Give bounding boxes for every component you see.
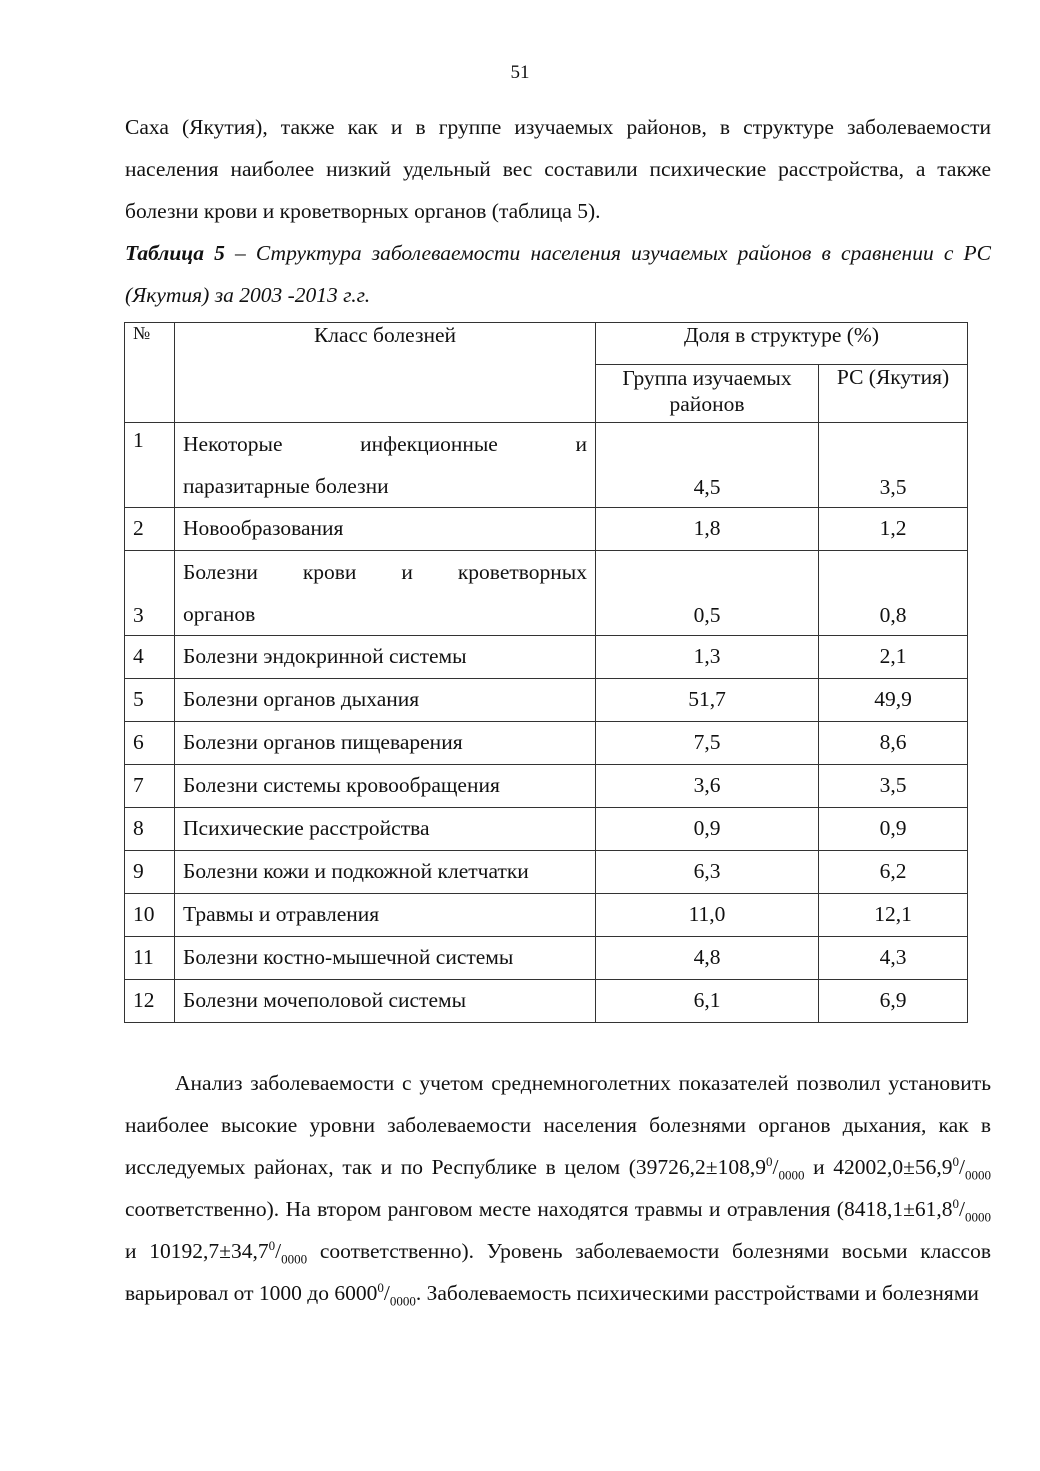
row-disease-class — [175, 423, 596, 508]
class-line-2: паразитарные болезни — [183, 474, 389, 498]
class-word: инфекционные — [360, 432, 498, 456]
row-rs-value: 6,2 — [819, 851, 968, 894]
analysis-text-2: и 42002,0±56,9 — [804, 1155, 953, 1179]
table-row — [125, 765, 968, 808]
row-group-value: 51,7 — [596, 679, 819, 722]
analysis-sup-1: 0 — [765, 1153, 773, 1169]
row-rs-value: 4,3 — [819, 937, 968, 980]
row-disease-class: Болезни системы кровообращения — [175, 765, 596, 808]
row-number: 7 — [125, 765, 175, 808]
class-word: Некоторые — [183, 432, 283, 456]
row-disease-class: Болезни костно-мышечной системы — [175, 937, 596, 980]
row-group-value: 4,8 — [596, 937, 819, 980]
analysis-sub-1: 0000 — [778, 1167, 805, 1183]
row-disease-class: Болезни мочеполовой системы — [175, 980, 596, 1023]
row-number: 2 — [125, 508, 175, 551]
header-class: Класс болезней — [175, 323, 596, 423]
disease-structure-table — [124, 322, 968, 1023]
analysis-sup-4: 0 — [268, 1237, 276, 1253]
class-word: крови — [302, 560, 357, 584]
analysis-text-1: Анализ заболеваемости с учетом среднемноголетних показателей позволил установить наиболее высокие уровни заболеваемости населения болезнями органов дыхания, как в исследуемых районах, так и по Республике в целом (39726,2±108,9 — [125, 1071, 991, 1179]
analysis-sep-3: / — [959, 1197, 965, 1221]
analysis-text-3: соответственно). На втором ранговом месте находятся травмы и отравления (8418,1±61,8 — [125, 1197, 953, 1221]
row-disease-class: Болезни эндокринной системы — [175, 636, 596, 679]
table-row — [125, 508, 968, 551]
row-disease-class: Психические расстройства — [175, 808, 596, 851]
row-number: 1 — [125, 423, 175, 508]
row-group-value: 1,8 — [596, 508, 819, 551]
row-number: 10 — [125, 894, 175, 937]
table-row — [125, 894, 968, 937]
class-line-1 — [183, 551, 587, 593]
row-rs-value: 1,2 — [819, 508, 968, 551]
row-rs-value: 6,9 — [819, 980, 968, 1023]
analysis-text-5: соответственно). Уровень заболеваемости болезнями восьми классов варьировал от 1000 до 6000 — [125, 1239, 991, 1305]
analysis-sup-3: 0 — [952, 1195, 960, 1211]
header-rs: РС (Якутия) — [819, 365, 968, 423]
analysis-sub-2: 0000 — [965, 1167, 991, 1183]
row-rs-value: 3,5 — [819, 423, 968, 508]
analysis-sub-4: 0000 — [281, 1251, 308, 1267]
header-share: Доля в структуре (%) — [596, 323, 968, 365]
row-rs-value: 2,1 — [819, 636, 968, 679]
row-group-value: 6,3 — [596, 851, 819, 894]
row-rs-value: 3,5 — [819, 765, 968, 808]
row-group-value: 4,5 — [596, 423, 819, 508]
analysis-sub-3: 0000 — [965, 1209, 991, 1225]
table-caption-label: Таблица 5 — [125, 241, 225, 265]
page-number: 51 — [510, 62, 530, 83]
row-group-value: 0,5 — [596, 551, 819, 636]
analysis-sub-5: 0000 — [389, 1293, 416, 1309]
row-rs-value: 8,6 — [819, 722, 968, 765]
header-num: № — [125, 323, 175, 423]
analysis-sep-5: / — [383, 1281, 390, 1305]
header-group: Группа изучаемых районов — [596, 365, 819, 423]
row-rs-value: 0,8 — [819, 551, 968, 636]
analysis-text-4: и 10192,7±34,7 — [125, 1239, 269, 1263]
row-number: 5 — [125, 679, 175, 722]
row-disease-class: Болезни органов пищеварения — [175, 722, 596, 765]
row-group-value: 6,1 — [596, 980, 819, 1023]
table-caption — [125, 232, 991, 316]
table-row — [125, 636, 968, 679]
analysis-sep-1: / — [772, 1155, 779, 1179]
analysis-sep-2: / — [959, 1155, 965, 1179]
analysis-sep-4: / — [275, 1239, 282, 1263]
row-disease-class: Болезни кожи и подкожной клетчатки — [175, 851, 596, 894]
row-rs-value: 49,9 — [819, 679, 968, 722]
intro-paragraph: Саха (Якутия), также как и в группе изучаемых районов, в структуре заболеваемости населения наиболее низкий удельный вес составили психические расстройства, а также болезни крови и кроветворных органов (таблица 5). — [125, 115, 991, 223]
class-word: кроветворных — [457, 560, 587, 584]
row-rs-value: 12,1 — [819, 894, 968, 937]
table-row — [125, 679, 968, 722]
row-group-value: 0,9 — [596, 808, 819, 851]
row-group-value: 3,6 — [596, 765, 819, 808]
analysis-sup-5: 0 — [377, 1279, 384, 1295]
table-row — [125, 551, 968, 636]
row-number: 4 — [125, 636, 175, 679]
table-row — [125, 808, 968, 851]
row-number: 3 — [125, 551, 175, 636]
table-row — [125, 423, 968, 508]
class-word: и — [401, 560, 413, 584]
class-word: Болезни — [183, 560, 258, 584]
row-number: 8 — [125, 808, 175, 851]
table-row — [125, 722, 968, 765]
row-number: 11 — [125, 937, 175, 980]
row-disease-class: Новообразования — [175, 508, 596, 551]
table-row — [125, 851, 968, 894]
analysis-text-6: . Заболеваемость психическими расстройствами и болезнями — [415, 1281, 979, 1305]
row-disease-class — [175, 551, 596, 636]
class-line-2: органов — [183, 602, 256, 626]
table-row — [125, 937, 968, 980]
row-group-value: 1,3 — [596, 636, 819, 679]
row-disease-class: Болезни органов дыхания — [175, 679, 596, 722]
table-caption-text: – Структура заболеваемости населения изучаемых районов в сравнении с РС (Якутия) за 2003 -2013 г.г. — [125, 241, 992, 307]
table-row — [125, 980, 968, 1023]
row-number: 9 — [125, 851, 175, 894]
analysis-sup-2: 0 — [952, 1153, 960, 1169]
row-number: 6 — [125, 722, 175, 765]
row-number: 12 — [125, 980, 175, 1023]
row-group-value: 11,0 — [596, 894, 819, 937]
class-line-1 — [183, 423, 587, 465]
class-word: и — [575, 432, 587, 456]
row-rs-value: 0,9 — [819, 808, 968, 851]
row-group-value: 7,5 — [596, 722, 819, 765]
row-disease-class: Травмы и отравления — [175, 894, 596, 937]
analysis-paragraph — [125, 1062, 991, 1314]
